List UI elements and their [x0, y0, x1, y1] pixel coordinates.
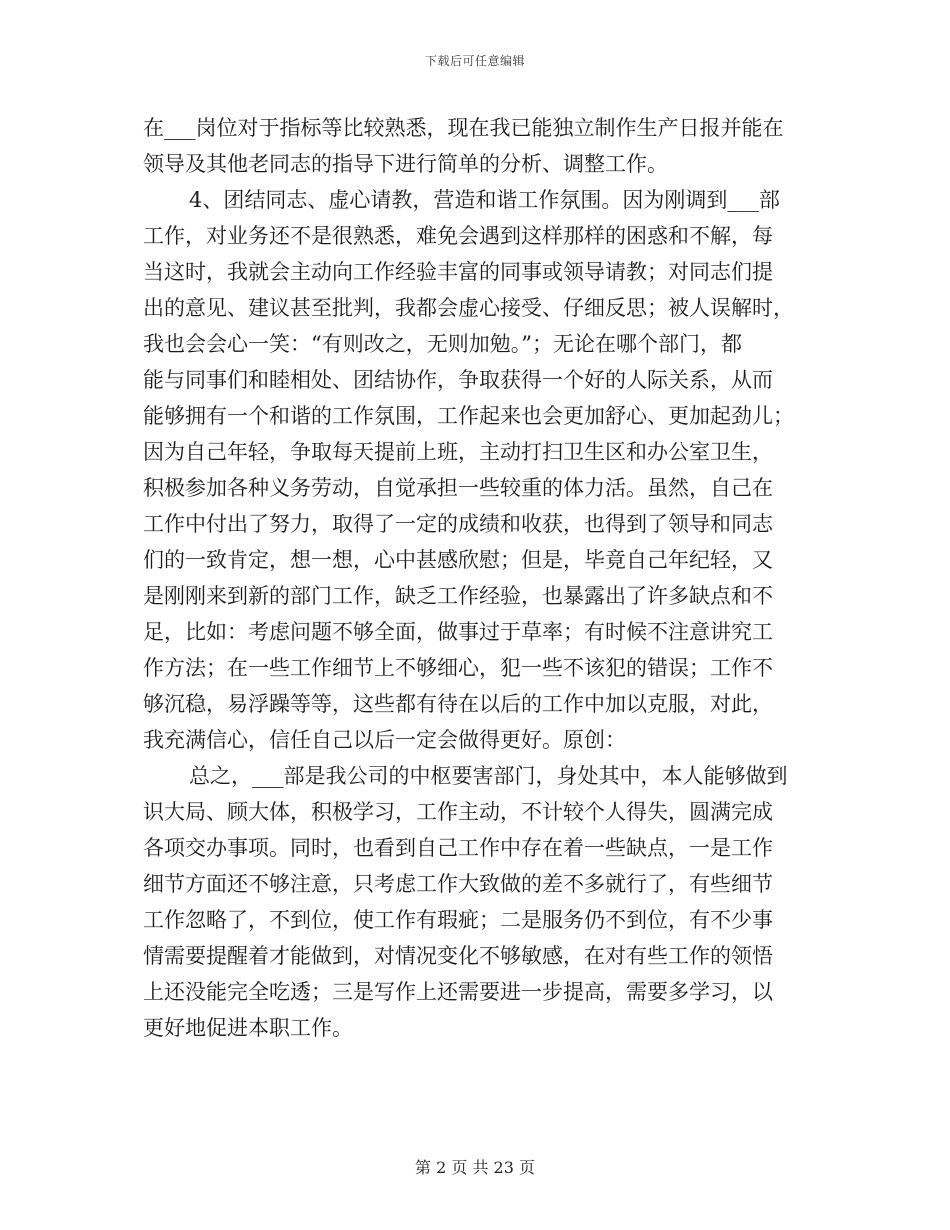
- text-line: 因为自己年轻，争取每天提前上班，主动打扫卫生区和办公室卫生，: [143, 440, 773, 464]
- text-line: 4、团结同志、虚心请教，营造和谐工作氛围。因为刚调到___部: [189, 188, 780, 212]
- text-line: 作方法；在一些工作细节上不够细心，犯一些不该犯的错误；工作不: [143, 656, 773, 680]
- text-line: 上还没能完全吃透；三是写作上还需要进一步提高，需要多学习，以: [143, 980, 773, 1004]
- text-line: 细节方面还不够注意，只考虑工作大致做的差不多就行了，有些细节: [143, 872, 773, 896]
- text-line: 当这时，我就会主动向工作经验丰富的同事或领导请教；对同志们提: [143, 260, 773, 284]
- text-line: 出的意见、建议甚至批判，我都会虚心接受、仔细反思；被人误解时，: [143, 296, 794, 320]
- text-line: 各项交办事项。同时，也看到自己工作中存在着一些缺点，一是工作: [143, 836, 773, 860]
- text-line: 识大局、顾大体，积极学习，工作主动，不计较个人得失，圆满完成: [143, 800, 773, 824]
- text-line: 能够拥有一个和谐的工作氛围，工作起来也会更加舒心、更加起劲儿；: [143, 404, 794, 428]
- page-footer: 第 2 页 共 23 页: [415, 1158, 535, 1177]
- text-line: 工作忽略了，不到位，使工作有瑕疵；二是服务仍不到位，有不少事: [143, 908, 773, 932]
- text-line: 是刚刚来到新的部门工作，缺乏工作经验，也暴露出了许多缺点和不: [143, 584, 773, 608]
- text-line: 工作中付出了努力，取得了一定的成绩和收获，也得到了领导和同志: [143, 512, 773, 536]
- text-line: 更好地促进本职工作。: [143, 1016, 353, 1040]
- page-header: 下载后可任意编辑: [424, 54, 525, 68]
- text-line: 领导及其他老同志的指导下进行简单的分析、调整工作。: [143, 152, 668, 176]
- text-line: 总之，___部是我公司的中枢要害部门，身处其中，本人能够做到: [189, 764, 788, 788]
- text-line: 工作，对业务还不是很熟悉，难免会遇到这样那样的困惑和不解，每: [143, 224, 773, 248]
- text-line: 能与同事们和睦相处、团结协作，争取获得一个好的人际关系，从而: [143, 368, 773, 392]
- text-line: 我充满信心，信任自己以后一定会做得更好。原创：: [143, 728, 626, 752]
- text-line: 积极参加各种义务劳动，自觉承担一些较重的体力活。虽然，自己在: [143, 476, 773, 500]
- text-line: 在___岗位对于指标等比较熟悉，现在我已能独立制作生产日报并能在: [143, 116, 784, 140]
- text-line: 们的一致肯定，想一想，心中甚感欣慰；但是，毕竟自己年纪轻，又: [143, 548, 773, 572]
- document-body: [143, 110, 819, 1046]
- text-line: 我也会会心一笑：“有则改之，无则加勉。”；无论在哪个部门，都: [143, 332, 742, 356]
- text-line: 足，比如：考虑问题不够全面，做事过于草率；有时候不注意讲究工: [143, 620, 773, 644]
- text-line: 情需要提醒着才能做到，对情况变化不够敏感，在对有些工作的领悟: [143, 944, 773, 968]
- text-line: 够沉稳，易浮躁等等，这些都有待在以后的工作中加以克服，对此，: [143, 692, 773, 716]
